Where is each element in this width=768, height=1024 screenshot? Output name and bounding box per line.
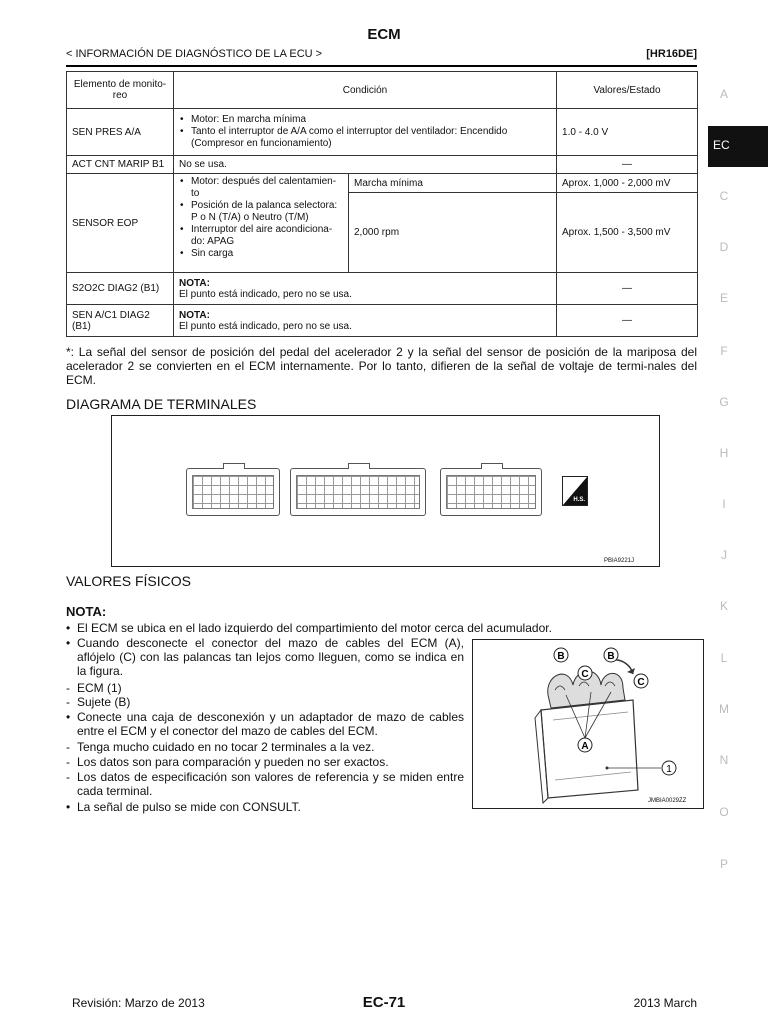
note-item: • Cuando desconecte el conector del mazo de cables del ECM (A), aflójelo (C) con las palancas tan lejos como lleguen, como se indica en la figura.	[66, 636, 464, 678]
row-value: 1.0 - 4.0 V	[557, 109, 698, 156]
monitor-table	[66, 71, 698, 337]
note-item: • El ECM se ubica en el lado izquierdo del compartimiento del motor cerca del acumulador.	[66, 621, 552, 635]
condition-item: • Posición de la palanca selectora: P o N (T/A) o Neutro (T/M)	[189, 200, 343, 224]
side-index-i[interactable]: I	[722, 497, 726, 511]
table-row	[67, 305, 698, 337]
header-element: Elemento de monito-reo	[67, 72, 174, 109]
note-item: - ECM (1)	[66, 681, 122, 695]
ecm-connector-figure	[472, 639, 704, 809]
label-1-circle	[662, 761, 676, 775]
row-value: —	[557, 273, 698, 305]
svg-text:B: B	[557, 651, 565, 662]
figure-code: PBIA9221J	[604, 558, 635, 564]
side-index-m[interactable]: M	[719, 702, 729, 716]
connector-3	[440, 468, 542, 516]
terminal-diagram-heading: DIAGRAMA DE TERMINALES	[66, 396, 257, 412]
side-index-j[interactable]: J	[721, 548, 727, 562]
note-item: • Conecte una caja de desconexión y un adaptador de mazo de cables entre el ECM y el conector del mazo de cables del ECM.	[66, 710, 464, 738]
row-name: SEN A/C1 DIAG2 (B1)	[67, 305, 174, 337]
breadcrumb: < INFORMACIÓN DE DIAGNÓSTICO DE LA ECU >	[66, 48, 323, 60]
row-condition: No se usa.	[174, 156, 557, 174]
side-index-h[interactable]: H	[719, 446, 729, 460]
label-c-circle-1	[578, 666, 592, 680]
label-a-circle	[578, 738, 592, 752]
svg-text:A: A	[581, 741, 589, 752]
footer-page-number: EC-71	[362, 994, 406, 1011]
row-value: —	[557, 305, 698, 337]
svg-text:1: 1	[666, 764, 672, 775]
note-item: - Tenga mucho cuidado en no tocar 2 terminales a la vez.	[66, 740, 375, 754]
harness-side-icon: H.S.	[562, 476, 588, 506]
side-index-ec[interactable]: EC	[708, 126, 768, 167]
row-value: Aprox. 1,500 - 3,500 mV	[557, 193, 698, 273]
nota-label: NOTA:	[179, 277, 210, 289]
label-b-circle-2	[604, 648, 618, 662]
nota-label: NOTA:	[179, 309, 210, 321]
row-name: SEN PRES A/A	[67, 109, 174, 156]
label-c-circle-2	[634, 674, 648, 688]
row-condition	[174, 174, 349, 273]
sub-condition: Marcha mínima	[349, 174, 557, 193]
figure-code: JMBIA0029ZZ	[648, 798, 687, 804]
footnote: *: La señal del sensor de posición del pedal del acelerador 2 y la señal del sensor de posición de la mariposa del acelerador 2 se convierten en el ECM internamente. Por lo tanto, difieren de la señal de voltaje de termi-nales del ECM.	[66, 345, 697, 387]
row-name: ACT CNT MARIP B1	[67, 156, 174, 174]
condition-text: El punto está indicado, pero no se usa.	[179, 288, 352, 300]
condition-item: • Interruptor del aire acondiciona-do: APAG	[189, 224, 343, 248]
table-header-row	[67, 72, 698, 109]
header-condition: Condición	[174, 72, 557, 109]
condition-item: • Motor: En marcha mínima	[189, 114, 551, 126]
row-value: Aprox. 1,000 - 2,000 mV	[557, 174, 698, 193]
footer-edition: 2013 March	[633, 996, 697, 1010]
side-index-l[interactable]: L	[720, 651, 728, 665]
header-value: Valores/Estado	[557, 72, 698, 109]
row-condition	[174, 109, 557, 156]
side-index-f[interactable]: F	[720, 344, 728, 358]
svg-text:C: C	[637, 677, 645, 688]
note-item: - Los datos son para comparación y pueden no ser exactos.	[66, 755, 389, 769]
row-condition	[174, 273, 557, 305]
connector-1	[186, 468, 280, 516]
connector-2	[290, 468, 426, 516]
physical-values-heading: VALORES FÍSICOS	[66, 573, 191, 589]
svg-text:B: B	[607, 651, 615, 662]
side-index-k[interactable]: K	[719, 599, 728, 613]
table-row	[67, 273, 698, 305]
condition-item: • Sin carga	[189, 248, 343, 260]
table-row	[67, 156, 698, 174]
table-row	[67, 174, 698, 193]
label-b-circle-1	[554, 648, 568, 662]
note-item: - Los datos de especificación son valores de referencia y se miden entre cada terminal.	[66, 770, 464, 798]
side-index-a[interactable]: A	[719, 87, 728, 101]
model-code: [HR16DE]	[646, 48, 697, 60]
side-index-d[interactable]: D	[719, 240, 729, 254]
table-row	[67, 109, 698, 156]
row-name: SENSOR EOP	[67, 174, 174, 273]
side-index-c[interactable]: C	[719, 189, 729, 203]
row-condition	[174, 305, 557, 337]
row-name: S2O2C DIAG2 (B1)	[67, 273, 174, 305]
condition-item: • Tanto el interruptor de A/A como el interruptor del ventilador: Encendido (Compresor en funcionamiento)	[189, 126, 551, 150]
note-item: • La señal de pulso se mide con CONSULT.	[66, 800, 301, 814]
nota-heading: NOTA:	[66, 604, 107, 619]
condition-item: • Motor: después del calentamien-to	[189, 176, 343, 200]
note-item: - Sujete (B)	[66, 695, 131, 709]
condition-text: El punto está indicado, pero no se usa.	[179, 320, 352, 332]
side-index-n[interactable]: N	[719, 753, 729, 767]
side-index-o[interactable]: O	[719, 805, 729, 819]
footer-revision: Revisión: Marzo de 2013	[72, 996, 205, 1010]
page-title: ECM	[367, 26, 401, 43]
sub-condition: 2,000 rpm	[349, 193, 557, 273]
side-index-g[interactable]: G	[719, 395, 729, 409]
svg-text:C: C	[581, 669, 589, 680]
header-rule	[66, 65, 697, 67]
row-value: —	[557, 156, 698, 174]
ecm-illustration	[473, 640, 703, 808]
side-index-e[interactable]: E	[719, 291, 728, 305]
side-index-p[interactable]: P	[719, 857, 728, 871]
